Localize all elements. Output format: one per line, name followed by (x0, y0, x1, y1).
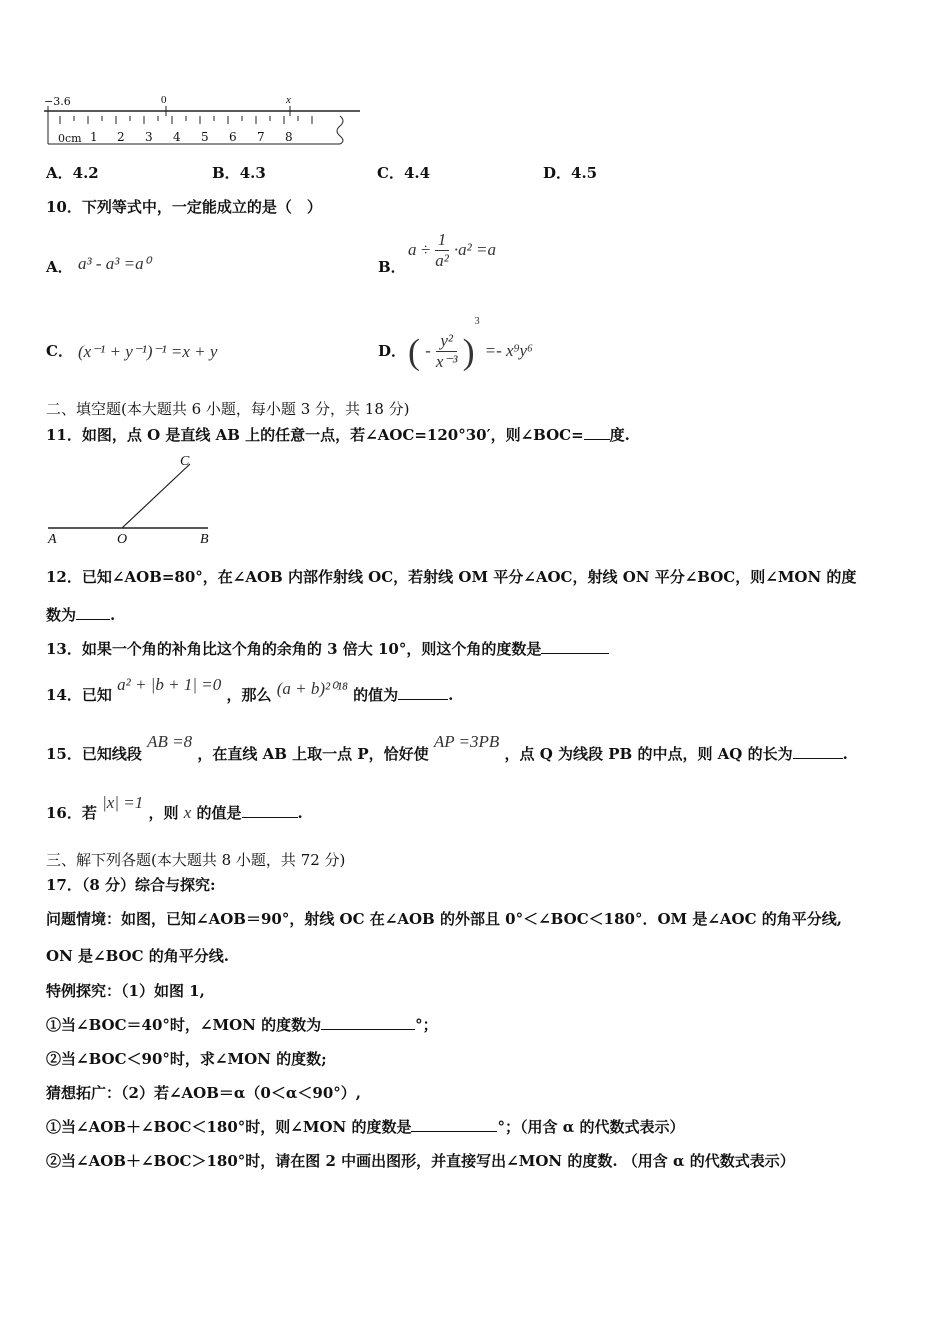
q14-blank[interactable] (398, 685, 448, 700)
ruler-num: 7 (257, 130, 265, 144)
q11-figure (44, 452, 224, 552)
q11-label-b: B (200, 532, 209, 547)
ruler-num: 4 (173, 130, 181, 144)
q15-blank[interactable] (793, 744, 843, 759)
q12-line2: 数为 . (46, 606, 116, 624)
q10-b-right: ·a² =a (453, 240, 496, 259)
q17-line8: ②当∠AOB＋∠BOC＞180°时，请在图 2 中画出图形，并直接写出∠MON 的度数. （用含 α 的代数式表示） (46, 1152, 795, 1170)
section-2-title: 二、填空题(本大题共 6 小题，每小题 3 分，共 18 分) (46, 400, 410, 418)
q17-line3: 特例探究：（1）如图 1, (46, 982, 205, 1000)
q12-line1: 12．已知∠AOB=80°，在∠AOB 内部作射线 OC，若射线 OM 平分∠AOC，射线 ON 平分∠BOC，则∠MON 的度 (46, 568, 857, 586)
q15-expr-ap: AP =3PB (433, 732, 500, 751)
q15-text: 15．已知线段 AB =8 ，在直线 AB 上取一点 P，恰好使 AP =3PB ，点 Q 为线段 PB 的中点，则 AQ 的长为 . (46, 732, 848, 763)
q9-option-a: A．4.2 (46, 164, 99, 182)
ruler-label-neg: −3.6 (44, 95, 71, 108)
q10-c-label: C． (46, 342, 73, 360)
ruler-num: 1 (90, 130, 98, 144)
ruler-num: 3 (145, 130, 153, 144)
q10-a-expr: a³ - a³ =a⁰ (78, 254, 151, 273)
q14-text: 14．已知 a² + |b + 1| =0 ，那么 (a + b)²⁰¹⁸ 的值为 . (46, 675, 454, 704)
q9-option-c: C．4.4 (377, 164, 431, 182)
ruler-num: 8 (285, 130, 293, 144)
ruler-figure (40, 94, 370, 150)
q14-expression: (a + b)²⁰¹⁸ (276, 679, 348, 698)
q10-d-right: =- x⁹y⁶ (484, 341, 533, 360)
q12-blank[interactable] (76, 605, 110, 620)
q11-label-a: A (48, 532, 57, 547)
q11-label-c: C (180, 454, 190, 469)
ruler-label-zero: 0 (161, 94, 167, 106)
q9-option-d: D．4.5 (543, 164, 598, 182)
q10-b-label: B． (378, 258, 406, 276)
q16-expr: |x| =1 (102, 793, 144, 812)
q11-blank[interactable] (584, 425, 610, 440)
q11-text: 11．如图，点 O 是直线 AB 上的任意一点，若∠AOC=120°30′，则∠BOC= 度. (46, 426, 630, 444)
q10-b-expr (408, 230, 496, 271)
q10-d-label: D． (378, 342, 407, 360)
q13-text: 13．如果一个角的补角比这个角的余角的 3 倍大 10°，则这个角的度数是 (46, 638, 609, 659)
q17-line7: ①当∠AOB＋∠BOC＜180°时，则∠MON 的度数是 °；（用含 α 的代数式表示） (46, 1118, 685, 1136)
q10-d-expr: ( - $\frac{\text{y²}}{\text{x⁻³}}$ )$^3$ =- x⁹y⁶ (408, 316, 533, 372)
q17-blank-1[interactable] (321, 1015, 415, 1030)
section-3-title: 三、解下列各题(本大题共 8 小题，共 72 分) (46, 851, 346, 869)
q16-blank[interactable] (242, 803, 298, 818)
q17-line2: ON 是∠BOC 的角平分线. (46, 947, 229, 965)
q10-a-label: A． (46, 258, 73, 276)
ruler-num: 5 (201, 130, 209, 144)
ruler-unit: 0cm (58, 132, 82, 145)
q10-b-fraction: $\frac{1}{\text{a²}}$ (435, 230, 449, 270)
q16-var: x (183, 803, 192, 822)
q17-title: 17．（8 分）综合与探究: (46, 876, 216, 894)
q9-option-b: B．4.3 (212, 164, 266, 182)
q10-c-expr: (x⁻¹ + y⁻¹)⁻¹ =x + y (78, 342, 218, 361)
q17-line4: ①当∠BOC＝40°时，∠MON 的度数为 °； (46, 1016, 438, 1034)
q15-expr-ab: AB =8 (147, 732, 193, 751)
q14-condition: a² + |b + 1| =0 (117, 675, 222, 694)
q13-blank[interactable] (541, 639, 609, 654)
q10-d-fraction: $\frac{\text{y²}}{\text{x⁻³}}$ (435, 331, 458, 371)
q17-blank-2[interactable] (411, 1117, 497, 1132)
q10-stem: 10．下列等式中，一定能成立的是（ ） (46, 198, 322, 216)
q16-text: 16．若 |x| =1 ，则 x 的值是 . (46, 793, 303, 822)
q11-label-o: O (117, 532, 128, 547)
q17-line5: ②当∠BOC＜90°时，求∠MON 的度数; (46, 1050, 327, 1068)
ruler-num: 6 (229, 130, 237, 144)
q10-b-left: a ÷ (408, 240, 431, 259)
ruler-label-x: x (286, 94, 291, 106)
ruler-num: 2 (117, 130, 125, 144)
q17-line6: 猜想拓广：（2）若∠AOB＝α（0＜α＜90°）, (46, 1084, 362, 1102)
q17-line1: 问题情境：如图，已知∠AOB＝90°，射线 OC 在∠AOB 的外部且 0°＜∠BOC＜180°．OM 是∠AOC 的角平分线, (46, 910, 842, 928)
